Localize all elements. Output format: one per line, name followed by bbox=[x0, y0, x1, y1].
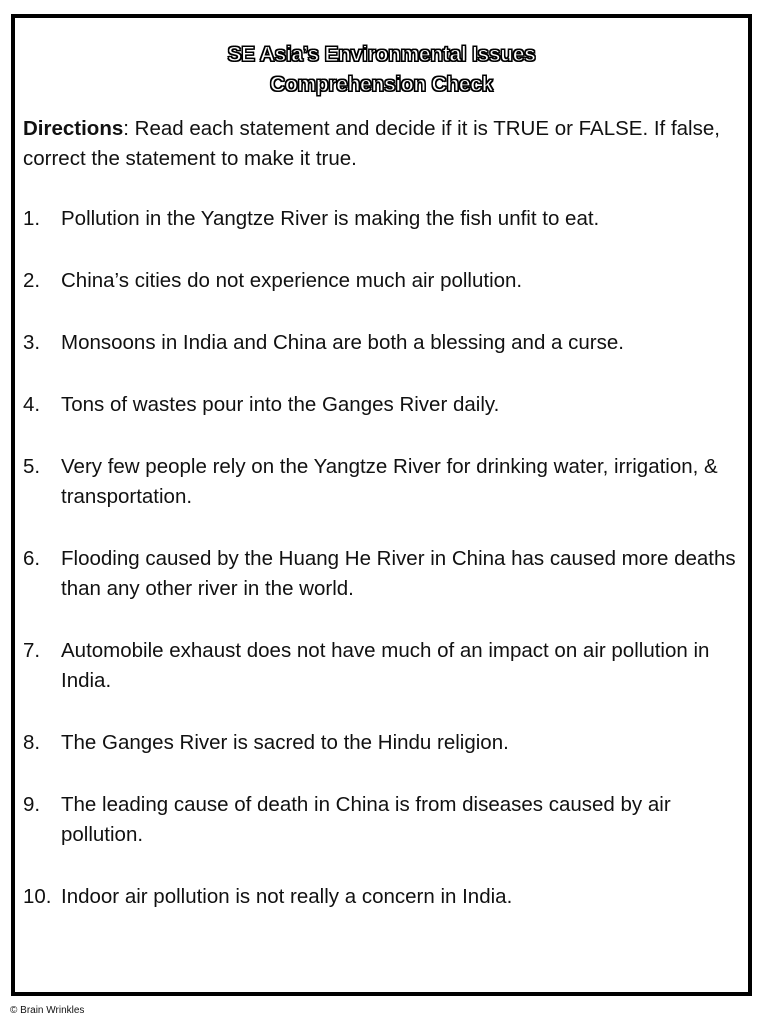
question-number: 7. bbox=[23, 639, 41, 662]
question-item bbox=[23, 790, 743, 850]
question-item bbox=[23, 544, 743, 604]
question-text: Pollution in the Yangtze River is making the fish unfit to eat. bbox=[61, 207, 600, 230]
question-item bbox=[23, 390, 743, 420]
question-number: 5. bbox=[23, 455, 41, 478]
question-item bbox=[23, 452, 743, 512]
directions-text: : Read each statement and decide if it is TRUE or FALSE. If false, correct the statement to make it true. bbox=[23, 117, 720, 170]
question-text: Indoor air pollution is not really a concern in India. bbox=[61, 885, 513, 908]
question-number: 2. bbox=[23, 269, 41, 292]
question-text: Tons of wastes pour into the Ganges River daily. bbox=[61, 393, 500, 416]
worksheet-frame bbox=[11, 14, 752, 996]
question-list bbox=[23, 204, 743, 912]
question-number: 9. bbox=[23, 793, 41, 816]
question-item bbox=[23, 636, 743, 696]
question-number: 3. bbox=[23, 331, 41, 354]
question-item bbox=[23, 266, 743, 296]
directions-paragraph bbox=[23, 114, 743, 174]
question-number: 1. bbox=[23, 207, 41, 230]
question-text: Very few people rely on the Yangtze River for drinking water, irrigation, & transportation. bbox=[61, 455, 718, 508]
question-text: Flooding caused by the Huang He River in China has caused more deaths than any other river in the world. bbox=[61, 547, 736, 600]
question-text: The Ganges River is sacred to the Hindu religion. bbox=[61, 731, 509, 754]
directions-label: Directions bbox=[23, 117, 124, 140]
title-line-2: Comprehension Check bbox=[269, 73, 493, 96]
question-text: Monsoons in India and China are both a blessing and a curse. bbox=[61, 331, 624, 354]
copyright-notice: © Brain Wrinkles bbox=[10, 1005, 85, 1016]
title-line-1: SE Asia’s Environmental Issues bbox=[227, 43, 536, 66]
question-number: 4. bbox=[23, 393, 41, 416]
question-item bbox=[23, 328, 743, 358]
question-number: 8. bbox=[23, 731, 41, 754]
question-number: 10. bbox=[23, 885, 52, 908]
question-item bbox=[23, 204, 743, 234]
worksheet-title bbox=[15, 40, 748, 100]
question-text: The leading cause of death in China is from diseases caused by air pollution. bbox=[61, 793, 671, 846]
question-number: 6. bbox=[23, 547, 41, 570]
question-item bbox=[23, 728, 743, 758]
question-text: China’s cities do not experience much air pollution. bbox=[61, 269, 523, 292]
question-text: Automobile exhaust does not have much of an impact on air pollution in India. bbox=[61, 639, 710, 692]
question-item bbox=[23, 882, 743, 912]
